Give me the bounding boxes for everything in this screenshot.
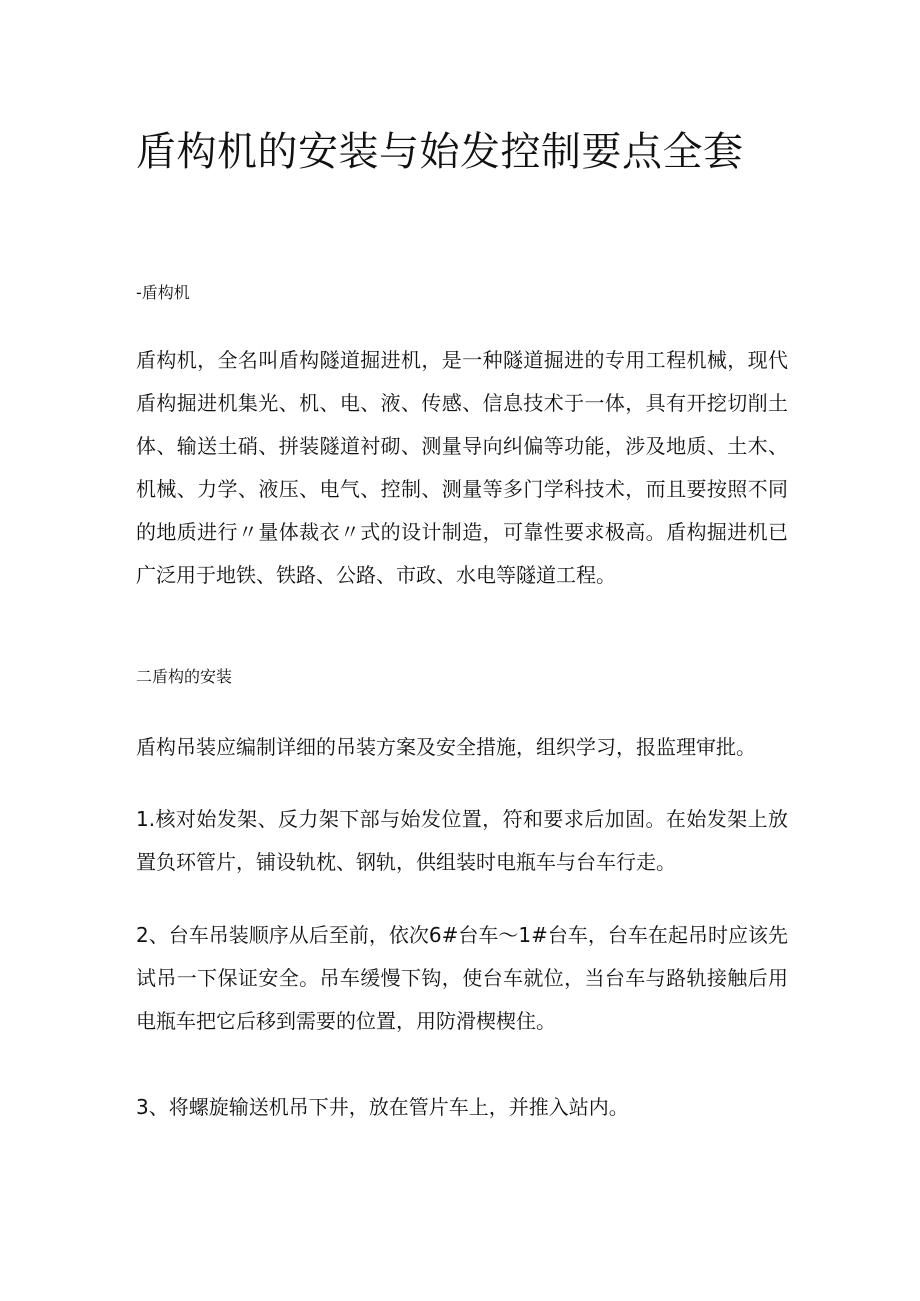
section-heading-1: -盾构机 xyxy=(136,283,190,302)
paragraph-step-1: 1.核对始发架、反力架下部与始发位置，符和要求后加固。在始发架上放置负环管片，铺设轨枕、钢轨，供组装时电瓶车与台车行走。 xyxy=(136,807,788,874)
section-heading-2: 二盾构的安装 xyxy=(136,667,233,686)
paragraph-shield-machine-intro: 盾构机，全名叫盾构隧道掘进机，是一种隧道掘进的专用工程机械，现代盾构掘进机集光、机、电、液、传感、信息技术于一体，具有开挖切削土体、输送土硝、拼装隧道衬砌、测量导向纠偏等功能，涉及地质、土木、机械、力学、液压、电气、控制、测量等多门学科技术，而且要按照不同的地质进行〃量体裁衣〃式的设计制造，可靠性要求极高。盾构掘进机已广泛用于地铁、铁路、公路、市政、水电等隧道工程。 xyxy=(136,348,788,587)
paragraph-step-3: 3、将螺旋输送机吊下井，放在管片车上，并推入站内。 xyxy=(136,1095,629,1119)
paragraph-hoisting-plan: 盾构吊装应编制详细的吊装方案及安全措施，组织学习，报监理审批。 xyxy=(136,735,756,759)
document-title: 盾构机的安装与始发控制要点全套 xyxy=(136,129,744,175)
paragraph-step-2: 2、台车吊装顺序从后至前，依次6#台车〜1#台车，台车在起吊时应该先试吊一下保证安全。吊车缓慢下钩，使台车就位，当台车与路轨接触后用电瓶车把它后移到需要的位置，用防滑楔楔住。 xyxy=(136,923,788,1033)
